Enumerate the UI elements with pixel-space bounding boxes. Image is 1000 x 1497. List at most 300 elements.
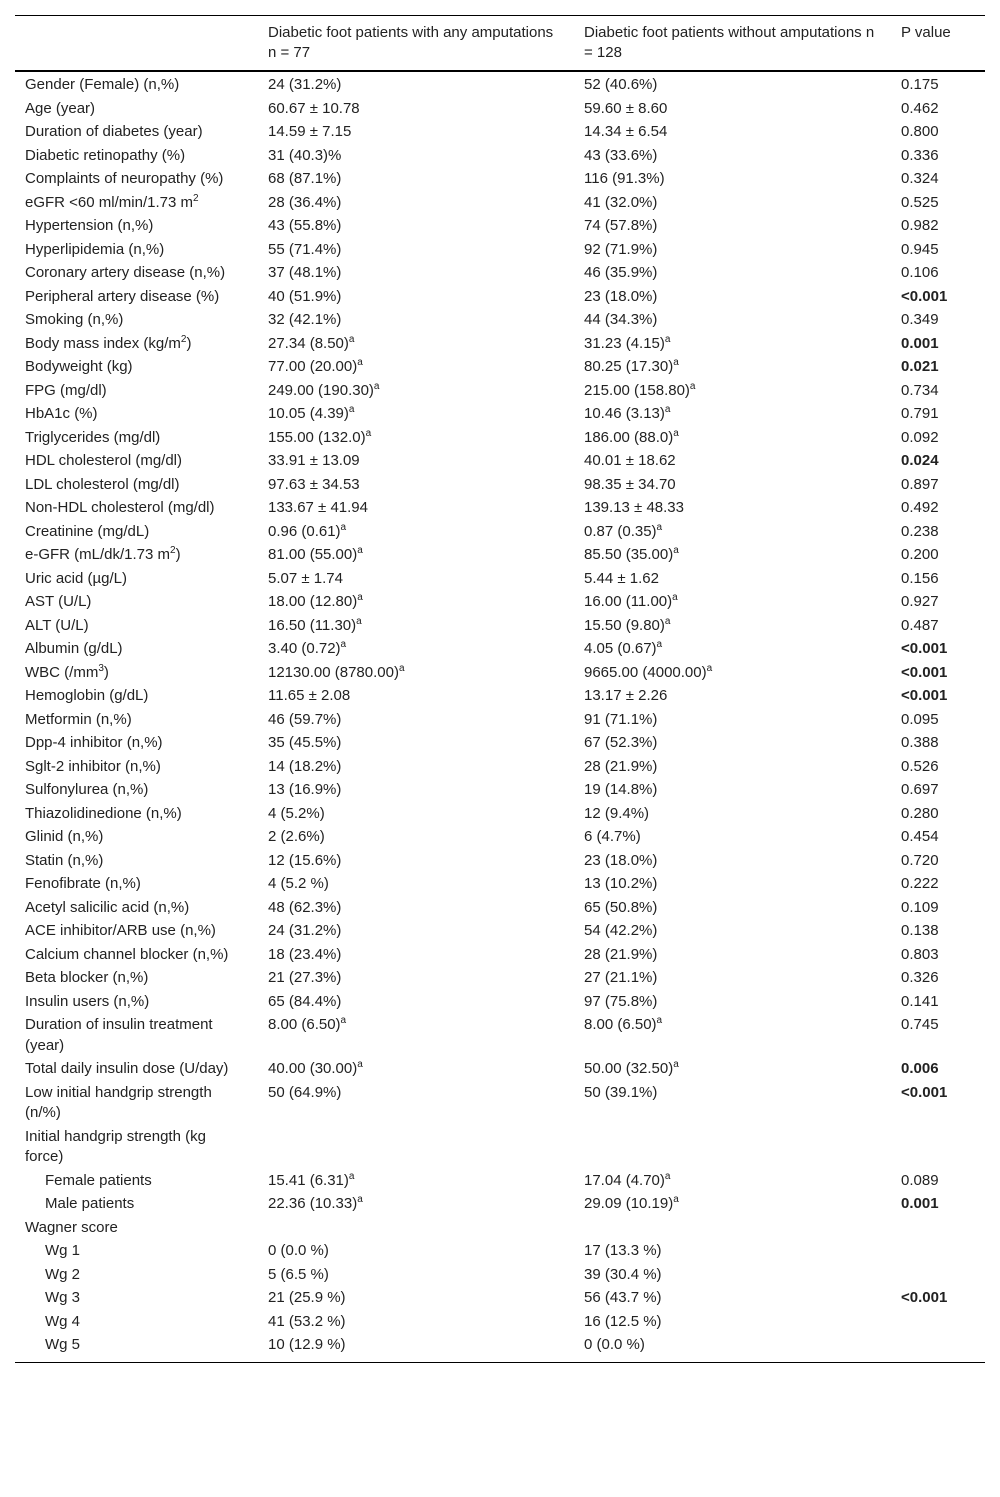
p-value-cell (891, 497, 985, 521)
table-row (15, 615, 985, 639)
amputations-value-cell (258, 732, 574, 756)
no-amputations-value: 97 (75.8%) (584, 992, 658, 1010)
p-value-cell (891, 1264, 985, 1288)
amputations-value: 12130.00 (8780.00) (268, 663, 399, 681)
no-amputations-value-cell (574, 215, 891, 239)
p-value: 0.945 (901, 240, 939, 258)
no-amputations-value: 5.44 ± 1.62 (584, 569, 659, 587)
row-label: Diabetic retinopathy (%) (25, 146, 186, 164)
table-row (15, 709, 985, 733)
row-label-cell (15, 1082, 258, 1126)
data-table (15, 15, 985, 1363)
no-amputations-value: 0 (0.0 %) (584, 1336, 645, 1353)
p-value-cell (891, 71, 985, 98)
amputations-value: 5.07 ± 1.74 (268, 569, 343, 587)
row-label: e-GFR (mL/dk/1.73 m (25, 546, 171, 563)
no-amputations-value: 31.23 (4.15) (584, 334, 665, 352)
row-label-superscript: 3 (98, 662, 104, 674)
amputations-value-cell (258, 1264, 574, 1288)
no-amputations-value: 186.00 (88.0) (584, 428, 674, 446)
row-label-cell (15, 967, 258, 991)
row-label-cell (15, 239, 258, 263)
row-label: Hyperlipidemia (n,%) (25, 240, 165, 258)
row-label-cell (15, 920, 258, 944)
amputations-value: 14 (18.2%) (268, 757, 342, 775)
no-amputations-value: 54 (42.2%) (584, 922, 658, 939)
amputations-value: 43 (55.8%) (268, 217, 342, 234)
table-row (15, 1287, 985, 1311)
amputations-value: 68 (87.1%) (268, 170, 342, 187)
row-label: Albumin (g/dL) (25, 640, 123, 657)
row-label: Age (year) (25, 99, 96, 117)
row-label-cell (15, 1014, 258, 1058)
table-row (15, 685, 985, 709)
p-value-cell (891, 1014, 985, 1058)
no-amputations-value-cell (574, 1287, 891, 1311)
table-row (15, 944, 985, 968)
row-label-cell (15, 709, 258, 733)
row-label: Coronary artery disease (n,%) (25, 264, 226, 281)
no-amputations-value: 85.50 (35.00) (584, 546, 674, 563)
row-label-cell (15, 121, 258, 145)
no-amputations-value-cell (574, 850, 891, 874)
row-label-cell (15, 1126, 258, 1170)
row-label-cell (15, 427, 258, 451)
row-label-cell (15, 1287, 258, 1311)
row-label-cell (15, 1193, 258, 1217)
no-amputations-value-cell (574, 427, 891, 451)
table-row (15, 309, 985, 333)
amputations-value-cell (258, 1311, 574, 1335)
p-value-cell (891, 544, 985, 568)
p-value: 0.021 (901, 358, 939, 375)
amputations-value: 0 (0.0 %) (268, 1242, 329, 1259)
table-row (15, 591, 985, 615)
header-label-column (15, 16, 258, 72)
no-amputations-value: 67 (52.3%) (584, 734, 658, 751)
table-row (15, 732, 985, 756)
amputations-value-superscript: a (357, 357, 363, 368)
table-row (15, 262, 985, 286)
p-value-cell (891, 1334, 985, 1362)
no-amputations-value-cell (574, 967, 891, 991)
p-value: 0.803 (901, 945, 939, 963)
no-amputations-value-cell (574, 192, 891, 216)
no-amputations-value: 6 (4.7%) (584, 828, 641, 845)
amputations-value-cell (258, 497, 574, 521)
row-label-cell (15, 333, 258, 357)
amputations-value-cell (258, 944, 574, 968)
amputations-value: 28 (36.4%) (268, 193, 342, 211)
amputations-value-superscript: a (357, 545, 363, 556)
no-amputations-value: 13.17 ± 2.26 (584, 687, 668, 704)
table-row (15, 850, 985, 874)
p-value: <0.001 (901, 640, 948, 657)
amputations-value-cell (258, 591, 574, 615)
amputations-value: 33.91 ± 13.09 (268, 452, 360, 469)
row-label: Wg 4 (45, 1312, 81, 1330)
row-label-cell (15, 1334, 258, 1362)
no-amputations-value: 16 (12.5 %) (584, 1312, 662, 1330)
p-value-cell (891, 873, 985, 897)
row-label: Hypertension (n,%) (25, 217, 154, 234)
table-row (15, 239, 985, 263)
no-amputations-value-superscript: a (672, 592, 678, 603)
amputations-value-cell (258, 333, 574, 357)
p-value-cell (891, 333, 985, 357)
p-value-cell (891, 1240, 985, 1264)
p-value: <0.001 (901, 1083, 948, 1101)
no-amputations-value-cell (574, 121, 891, 145)
table-row (15, 121, 985, 145)
no-amputations-value-superscript: a (673, 357, 679, 368)
table-row (15, 450, 985, 474)
no-amputations-value-cell (574, 450, 891, 474)
no-amputations-value: 19 (14.8%) (584, 781, 658, 798)
p-value: 0.720 (901, 851, 939, 869)
row-label: Triglycerides (mg/dl) (25, 428, 161, 446)
table-row (15, 967, 985, 991)
no-amputations-value: 215.00 (158.80) (584, 381, 690, 399)
no-amputations-value: 29.09 (10.19) (584, 1195, 674, 1212)
amputations-value-superscript: a (365, 427, 372, 439)
amputations-value-cell (258, 380, 574, 404)
row-label-cell (15, 662, 258, 686)
row-label-cell (15, 991, 258, 1015)
row-label-cell (15, 192, 258, 216)
p-value: 0.897 (901, 475, 939, 493)
amputations-value-cell (258, 403, 574, 427)
no-amputations-value: 14.34 ± 6.54 (584, 123, 668, 140)
amputations-value: 4 (5.2%) (268, 804, 325, 822)
p-value: 0.791 (901, 405, 939, 422)
p-value-cell (891, 1217, 985, 1241)
amputations-value-cell (258, 450, 574, 474)
row-label-cell (15, 356, 258, 380)
amputations-value: 60.67 ± 10.78 (268, 99, 360, 117)
amputations-value-cell (258, 98, 574, 122)
amputations-value-cell (258, 662, 574, 686)
p-value: 0.200 (901, 546, 939, 563)
table-row (15, 1126, 985, 1170)
no-amputations-value-cell (574, 826, 891, 850)
p-value: 0.927 (901, 593, 939, 610)
amputations-value-superscript: a (340, 639, 347, 650)
row-label-superscript: 2 (170, 545, 176, 556)
p-value-cell (891, 121, 985, 145)
row-label-cell (15, 850, 258, 874)
table-row (15, 1082, 985, 1126)
table-row (15, 427, 985, 451)
no-amputations-value-superscript: a (673, 1194, 679, 1205)
table-row (15, 380, 985, 404)
amputations-value-cell (258, 779, 574, 803)
row-label-cell (15, 1240, 258, 1264)
p-value-cell (891, 145, 985, 169)
no-amputations-value-cell (574, 873, 891, 897)
table-row (15, 991, 985, 1015)
p-value: 0.141 (901, 992, 939, 1010)
table-row (15, 286, 985, 310)
p-value-cell (891, 826, 985, 850)
row-label: Wg 5 (45, 1336, 81, 1353)
p-value: 0.487 (901, 616, 939, 634)
no-amputations-value: 59.60 ± 8.60 (584, 99, 668, 117)
amputations-value: 13 (16.9%) (268, 781, 342, 798)
table-row (15, 1334, 985, 1362)
p-value: 0.024 (901, 452, 939, 469)
no-amputations-value-cell (574, 521, 891, 545)
p-value: 0.089 (901, 1171, 939, 1189)
p-value-cell (891, 1082, 985, 1126)
amputations-value: 18 (23.4%) (268, 945, 342, 963)
header-no-amputations-column: Diabetic foot patients without amputations n = 128 (584, 24, 875, 61)
no-amputations-value-superscript: a (656, 639, 663, 650)
row-label: Female patients (45, 1171, 152, 1189)
amputations-value-superscript: a (398, 662, 405, 674)
table-row (15, 356, 985, 380)
p-value: <0.001 (901, 687, 948, 704)
row-label: Thiazolidinedione (n,%) (25, 804, 182, 822)
amputations-value-superscript: a (340, 521, 347, 533)
row-label-cell (15, 215, 258, 239)
p-value-cell (891, 897, 985, 921)
p-value: 0.092 (901, 428, 939, 446)
amputations-value-cell (258, 1058, 574, 1082)
no-amputations-value-cell (574, 591, 891, 615)
table-row (15, 1217, 985, 1241)
no-amputations-value-cell (574, 615, 891, 639)
no-amputations-value: 9665.00 (4000.00) (584, 663, 707, 681)
no-amputations-value-superscript: a (673, 545, 679, 556)
no-amputations-value: 40.01 ± 18.62 (584, 452, 676, 469)
p-value: 0.800 (901, 123, 939, 140)
row-label: Creatinine (mg/dL) (25, 522, 150, 540)
table-row (15, 568, 985, 592)
no-amputations-value: 27 (21.1%) (584, 969, 658, 986)
amputations-value-cell (258, 897, 574, 921)
amputations-value: 65 (84.4%) (268, 992, 342, 1010)
p-value-cell (891, 1058, 985, 1082)
no-amputations-value-cell (574, 1217, 891, 1241)
no-amputations-value-cell (574, 98, 891, 122)
p-value-cell (891, 1170, 985, 1194)
row-label-cell (15, 756, 258, 780)
row-label: Gender (Female) (n,%) (25, 76, 180, 93)
amputations-value-superscript: a (373, 380, 380, 392)
no-amputations-value-cell (574, 1170, 891, 1194)
p-value-cell (891, 262, 985, 286)
row-label-cell (15, 380, 258, 404)
no-amputations-value: 116 (91.3%) (584, 170, 665, 187)
no-amputations-value-cell (574, 1126, 891, 1170)
p-value: <0.001 (901, 287, 948, 305)
amputations-value-cell (258, 427, 574, 451)
row-label-cell (15, 732, 258, 756)
amputations-value-cell (258, 286, 574, 310)
row-label: Sglt-2 inhibitor (n,%) (25, 757, 161, 775)
amputations-value: 97.63 ± 34.53 (268, 475, 360, 493)
no-amputations-value-cell (574, 991, 891, 1015)
row-label: Wagner score (25, 1218, 118, 1236)
row-label: Initial handgrip strength (kg force) (25, 1127, 206, 1165)
p-value: 0.734 (901, 381, 939, 399)
no-amputations-value-superscript: a (664, 404, 671, 415)
amputations-value-cell (258, 638, 574, 662)
row-label-cell (15, 450, 258, 474)
row-label-suffix: ) (186, 334, 192, 352)
no-amputations-value: 74 (57.8%) (584, 217, 658, 234)
amputations-value: 15.41 (6.31) (268, 1171, 349, 1189)
amputations-value-cell (258, 215, 574, 239)
amputations-value-cell (258, 1193, 574, 1217)
row-label-suffix: ) (103, 663, 109, 681)
no-amputations-value: 28 (21.9%) (584, 945, 658, 963)
amputations-value: 10.05 (4.39) (268, 405, 349, 422)
no-amputations-value-superscript: a (656, 521, 663, 533)
row-label: Peripheral artery disease (%) (25, 287, 220, 305)
table-row (15, 497, 985, 521)
no-amputations-value-cell (574, 685, 891, 709)
amputations-value: 2 (2.6%) (268, 828, 325, 845)
row-label-cell (15, 309, 258, 333)
row-label: Statin (n,%) (25, 851, 104, 869)
amputations-value: 37 (48.1%) (268, 264, 342, 281)
amputations-value: 21 (25.9 %) (268, 1289, 346, 1306)
row-label: Glinid (n,%) (25, 828, 104, 845)
amputations-value-cell (258, 568, 574, 592)
p-value-cell (891, 944, 985, 968)
no-amputations-value-cell (574, 732, 891, 756)
row-label: HbA1c (%) (25, 405, 98, 422)
p-value-cell (891, 168, 985, 192)
amputations-value-superscript: a (348, 333, 355, 345)
p-value-cell (891, 98, 985, 122)
p-value: 0.388 (901, 734, 939, 751)
p-value-cell (891, 309, 985, 333)
table-row (15, 98, 985, 122)
no-amputations-value-cell (574, 1082, 891, 1126)
amputations-value: 24 (31.2%) (268, 76, 342, 93)
row-label-cell (15, 591, 258, 615)
p-value-cell (891, 521, 985, 545)
amputations-value: 81.00 (55.00) (268, 546, 358, 563)
amputations-value-cell (258, 1170, 574, 1194)
p-value-cell (891, 1193, 985, 1217)
p-value: 0.454 (901, 828, 939, 845)
p-value-cell (891, 474, 985, 498)
p-value: 0.001 (901, 334, 939, 352)
amputations-value-cell (258, 474, 574, 498)
row-label-cell (15, 1264, 258, 1288)
row-label-cell (15, 286, 258, 310)
no-amputations-value: 50.00 (32.50) (584, 1060, 674, 1077)
amputations-value-cell (258, 756, 574, 780)
table-row (15, 403, 985, 427)
table-row (15, 145, 985, 169)
amputations-value-superscript: a (357, 592, 363, 603)
row-label: Low initial handgrip strength (n/%) (25, 1083, 212, 1121)
table-row (15, 662, 985, 686)
row-label: Wg 3 (45, 1289, 81, 1306)
p-value-cell (891, 991, 985, 1015)
no-amputations-value: 15.50 (9.80) (584, 616, 665, 634)
p-value-cell (891, 239, 985, 263)
amputations-value: 46 (59.7%) (268, 710, 342, 728)
no-amputations-value: 23 (18.0%) (584, 287, 658, 305)
row-label: AST (U/L) (25, 593, 92, 610)
no-amputations-value: 91 (71.1%) (584, 710, 658, 728)
amputations-value-superscript: a (348, 404, 355, 415)
amputations-value: 10 (12.9 %) (268, 1336, 346, 1353)
table-row (15, 803, 985, 827)
table-row (15, 168, 985, 192)
row-label-cell (15, 779, 258, 803)
row-label-cell (15, 826, 258, 850)
no-amputations-value-cell (574, 333, 891, 357)
p-value: 0.138 (901, 922, 939, 939)
no-amputations-value-cell (574, 1264, 891, 1288)
p-value: 0.525 (901, 193, 939, 211)
p-value: 0.006 (901, 1060, 939, 1077)
amputations-value-cell (258, 145, 574, 169)
p-value-cell (891, 967, 985, 991)
amputations-value: 12 (15.6%) (268, 851, 342, 869)
p-value-cell (891, 850, 985, 874)
table-row (15, 897, 985, 921)
p-value-cell (891, 450, 985, 474)
no-amputations-value: 46 (35.9%) (584, 264, 658, 281)
amputations-value-cell (258, 826, 574, 850)
table-row (15, 521, 985, 545)
amputations-value-cell (258, 309, 574, 333)
p-value: 0.095 (901, 710, 939, 728)
amputations-value-superscript: a (340, 1015, 347, 1026)
no-amputations-value-cell (574, 1334, 891, 1362)
no-amputations-value-superscript: a (706, 662, 713, 674)
no-amputations-value-superscript: a (664, 333, 671, 345)
row-label: HDL cholesterol (mg/dl) (25, 452, 182, 469)
amputations-value: 155.00 (132.0) (268, 428, 366, 446)
p-value-cell (891, 732, 985, 756)
amputations-value: 249.00 (190.30) (268, 381, 374, 399)
p-value-cell (891, 685, 985, 709)
amputations-value: 40 (51.9%) (268, 287, 342, 305)
row-label-suffix: ) (175, 546, 181, 563)
row-label-cell (15, 168, 258, 192)
table-row (15, 333, 985, 357)
no-amputations-value-cell (574, 309, 891, 333)
no-amputations-value: 43 (33.6%) (584, 146, 658, 164)
p-value-cell (891, 192, 985, 216)
no-amputations-value-superscript: a (673, 1059, 679, 1070)
row-label: Insulin users (n,%) (25, 992, 150, 1010)
p-value: 0.001 (901, 1195, 939, 1212)
no-amputations-value-cell (574, 1240, 891, 1264)
row-label: LDL cholesterol (mg/dl) (25, 475, 180, 493)
p-value-cell (891, 756, 985, 780)
p-value-cell (891, 215, 985, 239)
table-row (15, 71, 985, 98)
row-label: Hemoglobin (g/dL) (25, 687, 149, 704)
amputations-value: 16.50 (11.30) (268, 616, 357, 634)
table-row (15, 1058, 985, 1082)
amputations-value-superscript: a (356, 615, 362, 627)
no-amputations-value-cell (574, 662, 891, 686)
amputations-value-superscript: a (357, 1059, 363, 1070)
amputations-value-superscript: a (357, 1194, 363, 1205)
row-label: Sulfonylurea (n,%) (25, 781, 149, 798)
